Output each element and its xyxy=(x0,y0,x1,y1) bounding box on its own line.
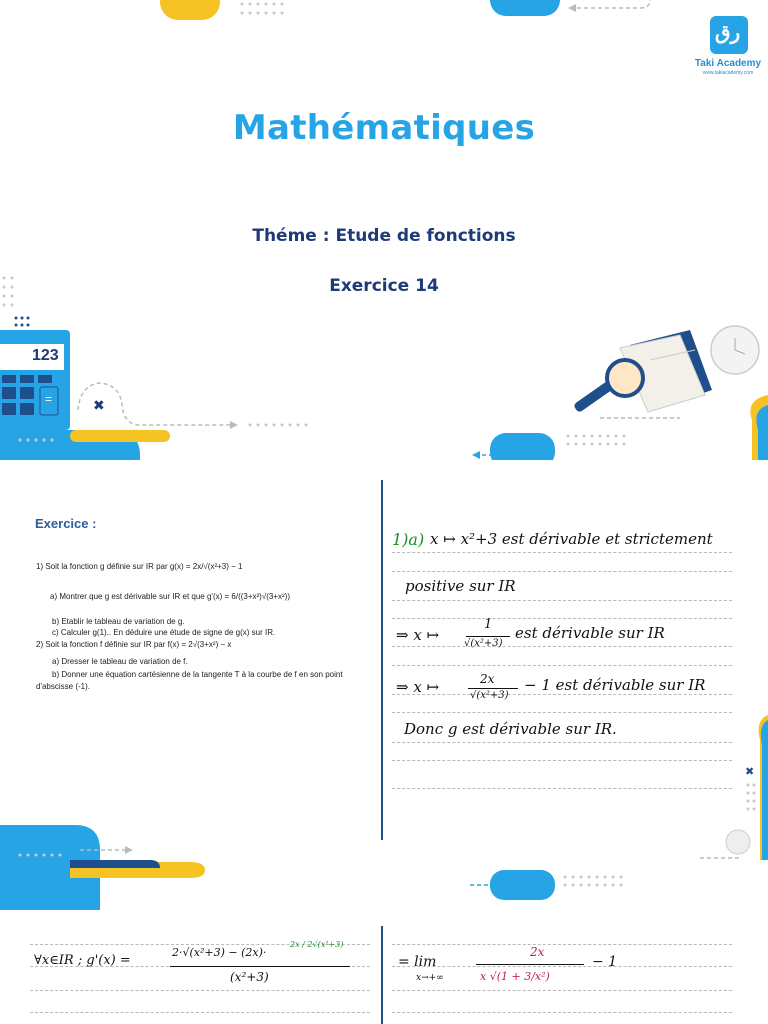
ruled-line xyxy=(30,1012,370,1013)
question-1c: c) Calculer g(1).. En déduire une étude de signe de g(x) sur IR. xyxy=(52,628,276,637)
question-2b-continued: d'abscisse (-1). xyxy=(36,682,90,691)
ruled-line xyxy=(392,788,732,789)
hand-bottom-left-green: 2x / 2√(x²+3) xyxy=(290,940,344,949)
hand-bottom-left-fraction-bar xyxy=(170,966,350,967)
ruled-line xyxy=(392,760,732,761)
hand-bottom-left-prefix: ∀x∈IR ; g'(x) = xyxy=(34,953,131,968)
ruled-line xyxy=(392,600,732,601)
calculator-display: 123 xyxy=(32,347,59,364)
theme-title: Théme : Etude de fonctions xyxy=(252,226,516,246)
hand-line5: Donc g est dérivable sur IR. xyxy=(404,720,617,738)
hand-bottom-left-denominator: (x²+3) xyxy=(230,970,269,984)
hand-bottom-right-lim: = lim xyxy=(398,954,437,970)
exercise-heading: Exercice : xyxy=(35,516,97,531)
question-2b: b) Donner une équation cartésienne de la tangente T à la courbe de f en son point xyxy=(52,670,343,679)
ruled-line xyxy=(392,990,732,991)
bottom-divider xyxy=(381,926,383,1024)
ruled-line xyxy=(30,990,370,991)
hand-line3-b: est dérivable sur IR xyxy=(515,624,665,642)
logo-url: www.takiacademy.com xyxy=(702,70,754,76)
hand-line3-fraction-bar xyxy=(466,636,510,637)
ruled-line xyxy=(392,944,732,945)
hand-line3-num: 1 xyxy=(484,617,493,632)
logo-name: Taki Academy xyxy=(694,58,762,69)
hand-line3-a: ⇒ x ↦ xyxy=(396,626,440,644)
ruled-line xyxy=(392,1012,732,1013)
hand-line4-den: √(x²+3) xyxy=(470,690,509,701)
hand-line1-number: 1)a) xyxy=(392,530,425,549)
question-1: 1) Soit la fonction g définie sur IR par g(x) = 2x/√(x²+3) − 1 xyxy=(36,562,243,571)
hand-line4-b: − 1 est dérivable sur IR xyxy=(524,676,706,694)
ruled-line xyxy=(392,712,732,713)
question-2: 2) Soit la fonction f définie sur IR par f(x) = 2√(3+x²) − x xyxy=(36,640,232,649)
calculator-equals: = xyxy=(45,392,53,406)
hand-bottom-right-fraction-bar xyxy=(476,964,584,965)
question-1a: a) Montrer que g est dérivable sur IR et que g'(x) = 6/((3+x²)√(3+x²)) xyxy=(50,592,291,601)
multiply-icon: ✖ xyxy=(93,397,105,413)
ruled-line xyxy=(392,552,732,553)
hand-line3-den: √(x²+3) xyxy=(464,638,503,649)
hand-bottom-right-sub: x→+∞ xyxy=(416,973,444,983)
ruled-line xyxy=(392,665,732,666)
ruled-line xyxy=(392,966,732,967)
ruled-line xyxy=(392,618,732,619)
logo-icon: رق xyxy=(715,22,741,44)
page-title: Mathématiques xyxy=(232,108,536,148)
ruled-line xyxy=(392,694,732,695)
ruled-line xyxy=(392,742,732,743)
ruled-line xyxy=(392,646,732,647)
exercise-number: Exercice 14 xyxy=(329,276,439,296)
question-1b: b) Etablir le tableau de variation de g. xyxy=(52,617,185,626)
ruled-line xyxy=(392,571,732,572)
hand-line4-fraction-bar xyxy=(468,688,518,689)
hand-bottom-left-numerator: 2·√(x²+3) − (2x)· xyxy=(172,946,267,959)
hand-line1: x ↦ x²+3 est dérivable et strictement xyxy=(430,530,713,548)
hand-line4-num: 2x xyxy=(480,672,495,686)
hand-bottom-right-tail: − 1 xyxy=(592,954,618,970)
question-2a: a) Dresser le tableau de variation de f. xyxy=(52,657,188,666)
hand-line2: positive sur IR xyxy=(405,577,516,595)
svg-text:✖: ✖ xyxy=(745,765,755,778)
hand-bottom-right-numerator: 2x xyxy=(530,945,545,959)
hand-line4-a: ⇒ x ↦ xyxy=(396,678,440,696)
hand-bottom-right-denominator: x √(1 + 3/x²) xyxy=(480,970,550,983)
